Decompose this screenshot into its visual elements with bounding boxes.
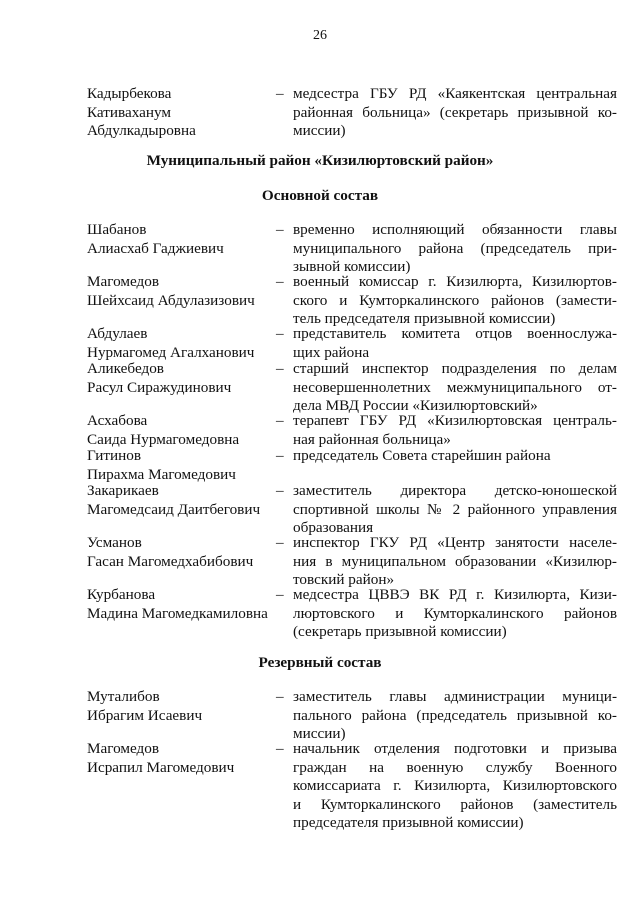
member-name: Усманов Гасан Магомедхабибович bbox=[87, 534, 254, 570]
member-name: Магомедов Исрапил Магомедович bbox=[87, 740, 235, 776]
member-name: Аликебедов Расул Сиражудинович bbox=[87, 360, 232, 396]
section-title-reserve: Резервный состав bbox=[258, 654, 382, 671]
dash: – bbox=[276, 85, 284, 102]
member-role: медсестра ГБУ РД «Каякентская центральная районная больница» (секретарь призывной ко- миссии) bbox=[293, 85, 617, 139]
dash: – bbox=[276, 688, 284, 705]
dash: – bbox=[276, 412, 284, 429]
district-title: Муниципальный район «Кизилюртовский район» bbox=[146, 152, 494, 169]
section-title-main: Основной состав bbox=[261, 187, 379, 204]
member-name: Муталибов Ибрагим Исаевич bbox=[87, 688, 203, 724]
member-role: инспектор ГКУ РД «Центр занятости населе- ния в муниципальном образовании «Кизилюр- товский район» bbox=[293, 534, 617, 588]
member-role: военный комиссар г. Кизилюрта, Кизилюртов- ского и Кумторкалинского районов (замести- тель председателя призывной комиссии) bbox=[293, 273, 617, 327]
dash: – bbox=[276, 360, 284, 377]
member-name: Курбанова Мадина Магомедкамиловна bbox=[87, 586, 268, 622]
dash: – bbox=[276, 586, 284, 603]
dash: – bbox=[276, 447, 284, 464]
member-role: временно исполняющий обязанности главы муниципального района (председатель при- зывной комиссии) bbox=[293, 221, 617, 275]
member-role: председатель Совета старейшин района bbox=[293, 447, 551, 464]
member-name: Закарикаев Магомедсаид Даитбегович bbox=[87, 482, 261, 518]
member-name: Гитинов Пирахма Магомедович bbox=[87, 447, 236, 483]
member-name: Кадырбекова Кативаханум Абдулкадыровна bbox=[87, 85, 196, 139]
dash: – bbox=[276, 221, 284, 238]
member-role: начальник отделения подготовки и призыва граждан на военную службу Военного комиссариата г. Кизилюрта, Кизилюртовского и Кумторкалинского районов (заместитель председателя призывной комиссии) bbox=[293, 740, 617, 831]
dash: – bbox=[276, 740, 284, 757]
member-role: представитель комитета отцов военнослужа- щих района bbox=[293, 325, 617, 361]
member-name: Магомедов Шейхсаид Абдулазизович bbox=[87, 273, 255, 309]
page-number: 26 bbox=[313, 28, 327, 43]
member-role: старший инспектор подразделения по делам несовершеннолетних межмуниципального от- дела МВД России «Кизилюртовский» bbox=[293, 360, 617, 414]
dash: – bbox=[276, 482, 284, 499]
member-role: терапевт ГБУ РД «Кизилюртовская централь- ная районная больница» bbox=[293, 412, 617, 448]
member-role: медсестра ЦВВЭ ВК РД г. Кизилюрта, Кизи- люртовского и Кумторкалинского районов (секретарь призывной комиссии) bbox=[293, 586, 617, 640]
member-name: Абдулаев Нурмагомед Агалханович bbox=[87, 325, 255, 361]
dash: – bbox=[276, 534, 284, 551]
member-role: заместитель главы администрации муници- пального района (председатель призывной ко- миссии) bbox=[293, 688, 617, 742]
member-role: заместитель директора детско-юношеской спортивной школы № 2 районного управления образования bbox=[293, 482, 617, 536]
dash: – bbox=[276, 273, 284, 290]
member-name: Асхабова Саида Нурмагомедовна bbox=[87, 412, 240, 448]
dash: – bbox=[276, 325, 284, 342]
member-name: Шабанов Алиасхаб Гаджиевич bbox=[87, 221, 224, 257]
